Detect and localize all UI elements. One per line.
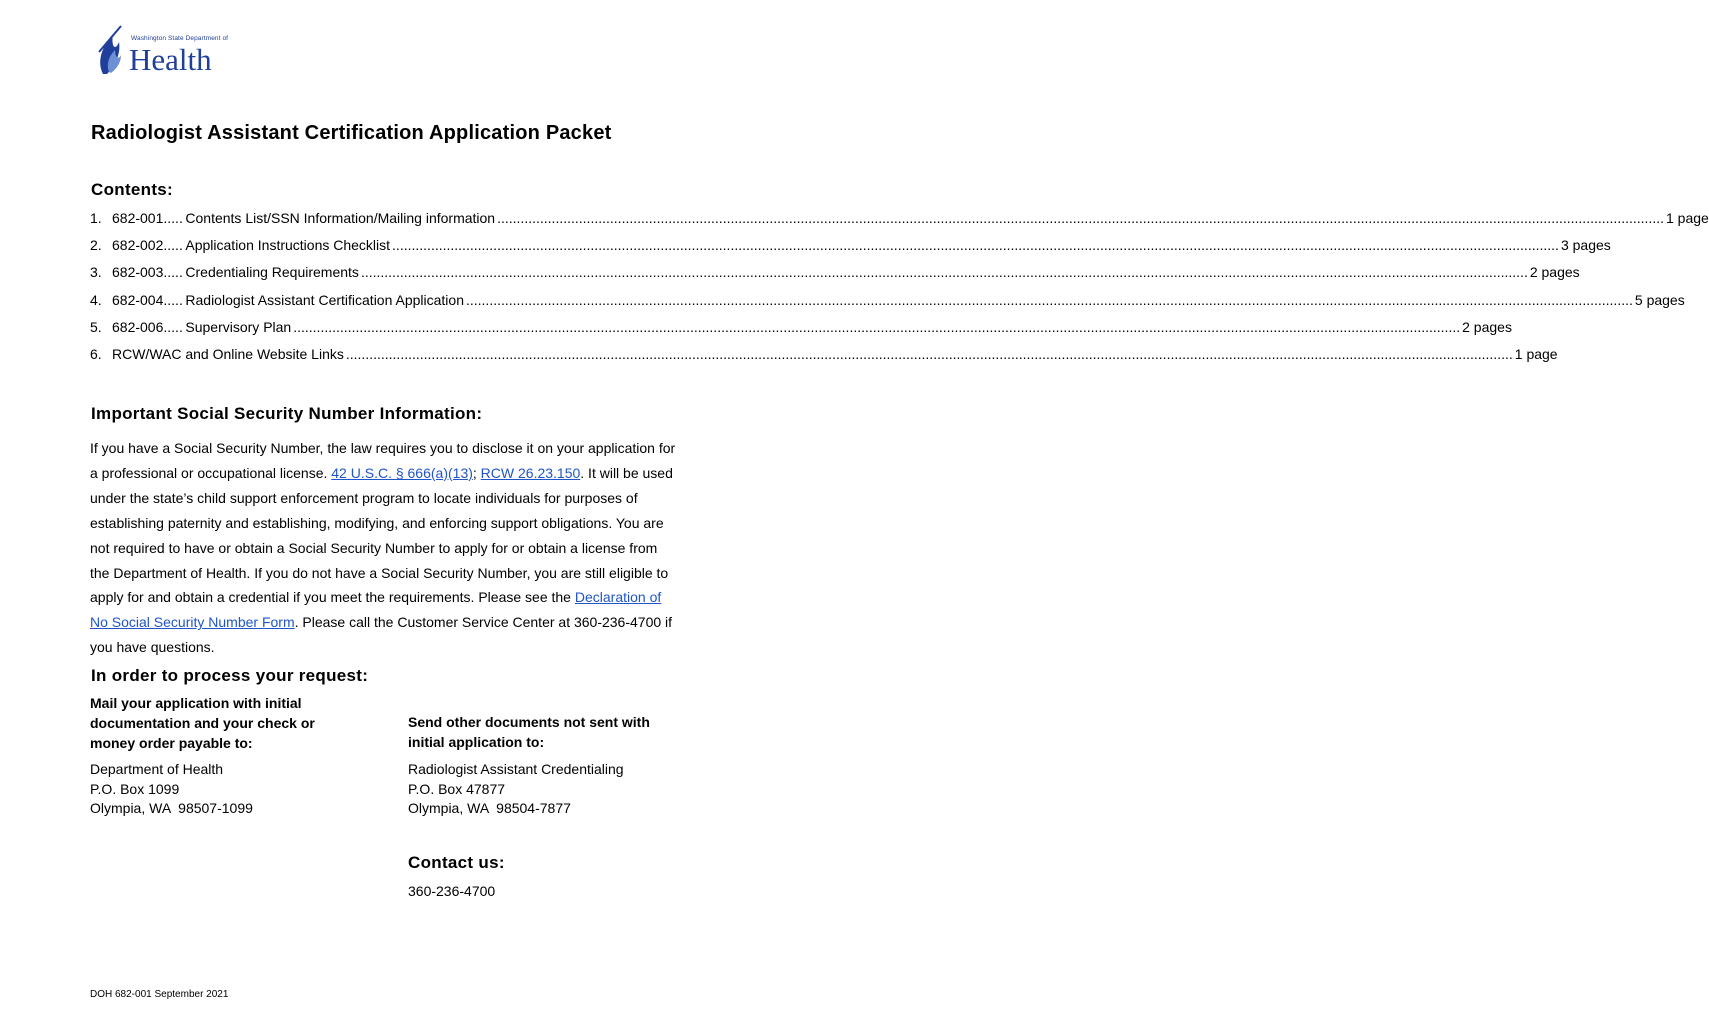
contents-heading: Contents: [91, 180, 174, 199]
item-code: 682-006 [112, 318, 164, 335]
logo-health-word: Health [129, 42, 212, 77]
item-number: 1. [90, 210, 102, 226]
logo-flame-icon [93, 22, 133, 78]
leader-dots: ............................................................................................................................................................................................................................................................................................................ [293, 318, 1461, 335]
item-number: 2. [90, 237, 102, 254]
mail-heading: Mail your application with initial documentation and your check or money order payable to: [90, 695, 315, 751]
address-line: P.O. Box 47877 [408, 780, 506, 797]
item-description: Supervisory Plan [185, 318, 292, 335]
leader-dots: ............................................................................................................................................................................................................................................................................................................ [360, 264, 1528, 281]
ssn-separator: ; [472, 464, 481, 481]
contents-item [90, 235, 1611, 262]
leader-dots: ............................................................................................................................................................................................................................................................................................................ [497, 210, 1664, 226]
address-line: Department of Health [90, 761, 224, 777]
ssn-text-2: . It will be used under the state’s child support enforcement program to locate individuals for purposes of establishing paternity and establishing, modifying, and enforcing support obligations. You are not required to have or obtain a Social Security Number to apply for or obtain a license from the Department of Health. If you do not have a Social Security Number, you are still eligible to apply for and obtain a credential if you meet the requirements. Please see the [90, 464, 673, 606]
declaration-form-link[interactable]: Declaration of No Social Security Number Form [90, 589, 662, 631]
address-line: Olympia, WA 98507-1099 [90, 800, 253, 816]
contact-phone: 360-236-4700 [408, 883, 496, 899]
ssn-paragraph [90, 436, 680, 660]
rcw-link[interactable]: RCW 26.23.150 [480, 464, 581, 481]
address-line: Olympia, WA 98504-7877 [408, 800, 571, 816]
item-code: 682-001 [112, 210, 164, 226]
page-title: Radiologist Assistant Certification Application Packet [91, 122, 612, 144]
leader-dots: ............................................................................................................................................................................................................................................................................................................ [392, 237, 1559, 254]
form-footer: DOH 682-001 September 2021 [90, 989, 229, 1000]
item-number: 4. [90, 291, 102, 308]
item-pages: 5 pages [1634, 291, 1685, 308]
item-code: 682-003 [112, 264, 164, 281]
item-number: 6. [90, 345, 102, 362]
leader-dots: ..... [163, 210, 183, 226]
item-description: Contents List/SSN Information/Mailing information [185, 210, 496, 226]
item-description: Radiologist Assistant Certification Application [185, 291, 464, 308]
item-code: 682-004 [112, 291, 164, 308]
item-pages: 2 pages [1529, 264, 1580, 281]
leader-dots: ..... [163, 291, 183, 308]
item-pages: 1 page [1666, 210, 1709, 226]
contents-item [90, 290, 1685, 317]
doh-logo [93, 22, 229, 78]
address-line: Radiologist Assistant Credentialing [408, 761, 624, 777]
ssn-text-3: . Please call the Customer Service Center at 360-236-4700 if you have questions. [90, 614, 673, 656]
contact-heading: Contact us: [408, 853, 505, 872]
contents-list [90, 208, 1709, 371]
leader-dots: ..... [163, 237, 183, 254]
item-pages: 1 page [1514, 345, 1558, 362]
item-pages: 3 pages [1560, 237, 1611, 254]
item-description: Credentialing Requirements [185, 264, 359, 281]
logo-department-text: Washington State Department of [131, 35, 229, 42]
item-number: 3. [90, 264, 102, 281]
mail-address [90, 760, 253, 819]
leader-dots: ..... [163, 318, 183, 335]
ssn-heading: Important Social Security Number Information: [91, 404, 483, 423]
item-number: 5. [90, 318, 102, 335]
contents-item [90, 344, 1558, 371]
item-code: 682-002 [112, 237, 164, 254]
leader-dots: ............................................................................................................................................................................................................................................................................................................ [465, 291, 1633, 308]
item-description: Application Instructions Checklist [185, 237, 391, 254]
item-description: RCW/WAC and Online Website Links [112, 345, 344, 362]
order-heading: In order to process your request: [91, 666, 369, 685]
leader-dots: ..... [163, 264, 183, 281]
ssn-text-1: If you have a Social Security Number, the law requires you to disclose it on your application for a professional or occupational license. [90, 440, 676, 481]
contents-item [90, 208, 1709, 235]
contents-item [90, 262, 1580, 289]
leader-dots: ............................................................................................................................................................................................................................................................................................................ [345, 345, 1513, 362]
contents-item [90, 317, 1512, 344]
address-line: P.O. Box 1099 [90, 780, 180, 797]
send-address [408, 760, 624, 819]
send-heading: Send other documents not sent with initial application to: [408, 714, 650, 750]
usc-link[interactable]: 42 U.S.C. § 666(a)(13) [331, 464, 473, 481]
item-pages: 2 pages [1462, 318, 1512, 335]
